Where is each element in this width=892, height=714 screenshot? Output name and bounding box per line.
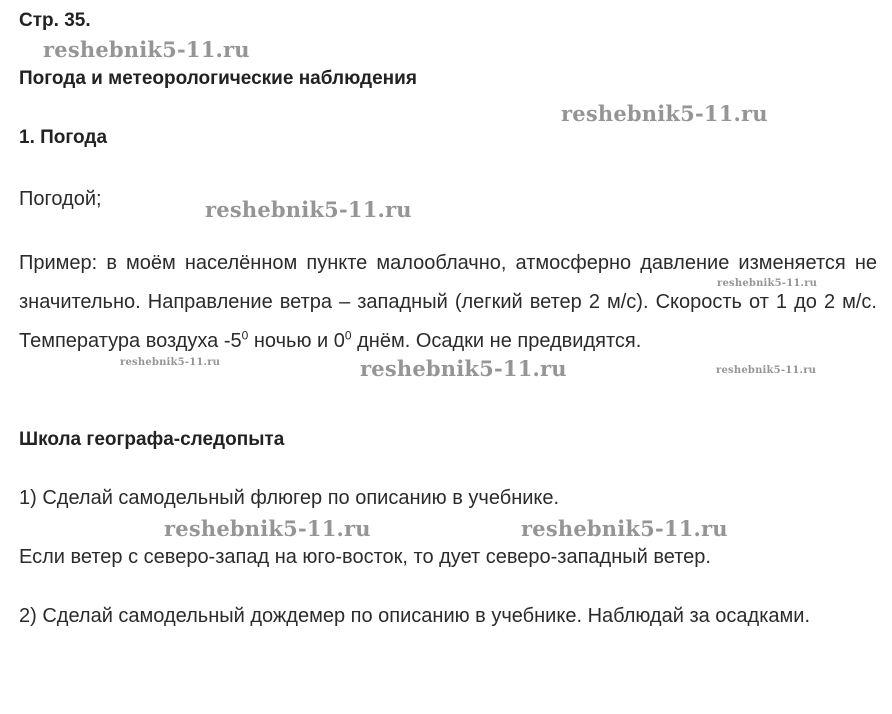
watermark: reshebnik5-11.ru — [164, 516, 371, 541]
watermark: reshebnik5-11.ru — [43, 37, 250, 62]
task-item-1-note: Если ветер с северо-запад на юго-восток, то дует северо-западный ветер. — [19, 546, 711, 568]
section-title-weather: 1. Погода — [19, 127, 108, 148]
example-paragraph — [19, 244, 877, 361]
watermark: reshebnik5-11.ru — [716, 365, 817, 376]
section-title-school: Школа географа-следопыта — [19, 429, 285, 450]
watermark: reshebnik5-11.ru — [360, 356, 567, 381]
watermark: reshebnik5-11.ru — [717, 278, 818, 289]
example-text-mid: ночью и 0 — [248, 330, 345, 352]
temperature-degree-1: 0 — [241, 328, 249, 343]
watermark: reshebnik5-11.ru — [120, 357, 221, 368]
example-text-start: Пример: в моём населённом пункте малооблачно, атмосферно давление изменяется не значительно. Направление ветра – западный (легкий ветер 2 м/с). Скорость от 1 до 2 м/с. Температура воздуха -5 — [19, 252, 877, 352]
topic-title: Погода и метеорологические наблюдения — [19, 68, 417, 89]
answer-text: Погодой; — [19, 188, 102, 210]
temperature-degree-2: 0 — [344, 328, 352, 343]
watermark: reshebnik5-11.ru — [205, 197, 412, 222]
watermark: reshebnik5-11.ru — [561, 101, 768, 126]
watermark: reshebnik5-11.ru — [521, 516, 728, 541]
task-item-2: 2) Сделай самодельный дождемер по описанию в учебнике. Наблюдай за осадками. — [19, 605, 810, 627]
page-number: Стр. 35. — [19, 10, 91, 31]
task-item-1: 1) Сделай самодельный флюгер по описанию в учебнике. — [19, 487, 560, 509]
example-text-end: днём. Осадки не предвидятся. — [351, 330, 642, 352]
